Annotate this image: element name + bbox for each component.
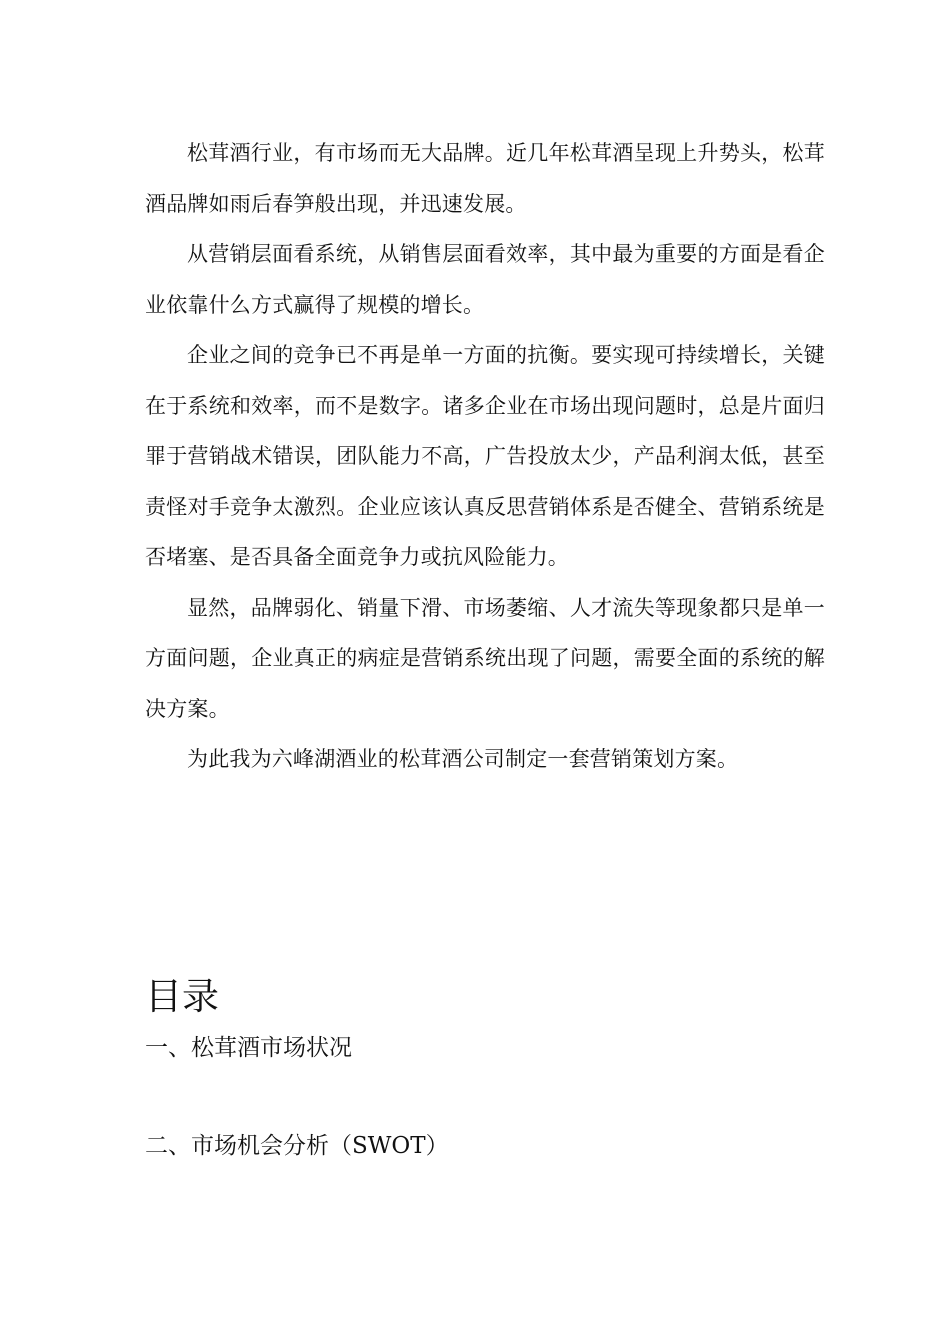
toc-item-swot: 二、市场机会分析（SWOT） [145,1133,449,1159]
paragraph-system-efficiency: 从营销层面看系统，从销售层面看效率，其中最为重要的方面是看企业依靠什么方式赢得了规模的增长。 [145,242,825,317]
paragraph-plan-intro: 为此我为六峰湖酒业的松茸酒公司制定一套营销策划方案。 [187,747,739,771]
toc-item-market-status: 一、松茸酒市场状况 [145,1035,352,1061]
paragraph-industry-overview: 松茸酒行业，有市场而无大品牌。近几年松茸酒呈现上升势头，松茸酒品牌如雨后春笋般出现，并迅速发展。 [145,141,825,216]
body-text [145,128,825,785]
table-of-contents [145,972,825,1168]
toc-title: 目录 [145,975,219,1018]
paragraph-competition: 企业之间的竞争已不再是单一方面的抗衡。要实现可持续增长，关键在于系统和效率，而不是数字。诸多企业在市场出现问题时，总是片面归罪于营销战术错误，团队能力不高，广告投放太少，产品利润太低，甚至责怪对手竞争太激烈。企业应该认真反思营销体系是否健全、营销系统是否堵塞、是否具备全面竞争力或抗风险能力。 [145,343,825,569]
paragraph-symptoms: 显然，品牌弱化、销量下滑、市场萎缩、人才流失等现象都只是单一方面问题，企业真正的病症是营销系统出现了问题，需要全面的系统的解决方案。 [145,595,825,721]
